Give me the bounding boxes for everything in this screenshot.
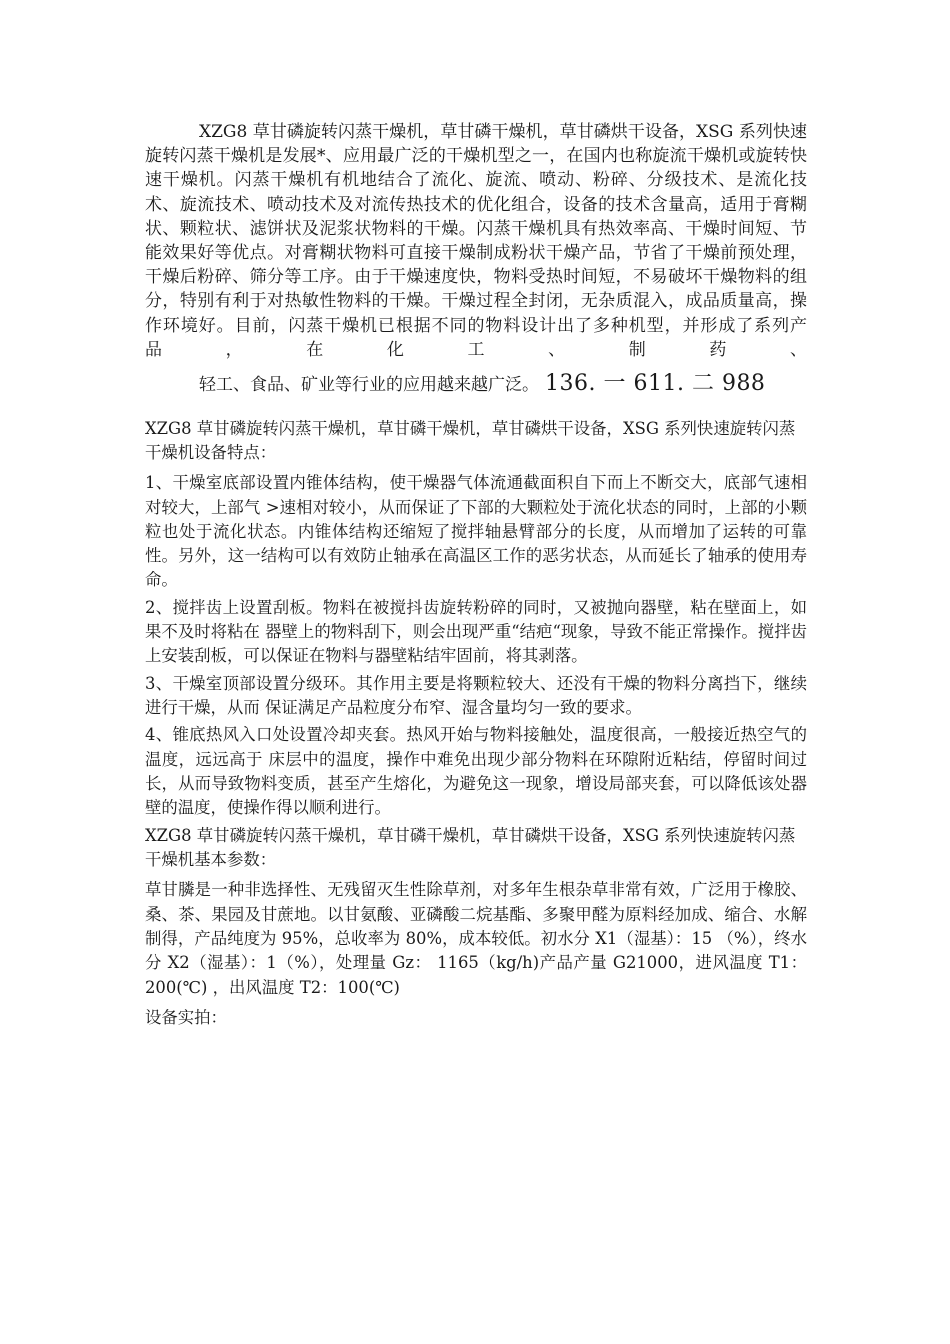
document-page bbox=[145, 120, 807, 1030]
feature-item-2: 2、搅拌齿上设置刮板。物料在被搅抖齿旋转粉碎的同时，又被抛向器壁，粘在壁面上，如果不及时将粘在 器壁上的物料刮下，则会出现严重“结疤“现象，导致不能正常操作。搅拌齿上安装刮板，可以保证在物料与器壁粘结牢固前，将其剥落。 bbox=[145, 597, 807, 666]
parameters-text: 草甘膦是一种非选择性、无残留灭生性除草剂，对多年生根杂草非常有效，广泛用于橡胶、桑、茶、果园及甘蔗地。以甘氨酸、亚磷酸二烷基酯、多聚甲醛为原料经加成、缩合、水解制得，产品纯度为 95%，总收率为 80%，成本较低。初水分 X1（湿基）：15 （%），终水分 X2（湿基）：1（%），处理量 Gz： 1165（kg/h)产品产量 G21000，进风温度 T1：200(℃) ，出风温度 T2：100(℃) bbox=[145, 880, 807, 997]
parameters-heading: XZG8 草甘磷旋转闪蒸干燥机，草甘磷干燥机，草甘磷烘干设备，XSG 系列快速旋转闪蒸干燥机基本参数： bbox=[145, 826, 796, 870]
intro-paragraph bbox=[145, 120, 807, 397]
feature-item-3: 3、干燥室顶部设置分级环。其作用主要是将颗粒较大、还没有干燥的物料分离挡下，继续进行干燥，从而 保证满足产品粒度分布窄、湿含量均匀一致的要求。 bbox=[145, 673, 807, 717]
features-heading: XZG8 草甘磷旋转闪蒸干燥机，草甘磷干燥机，草甘磷烘干设备，XSG 系列快速旋转闪蒸干燥机设备特点： bbox=[145, 419, 796, 463]
phone-number: 136. 一 611. 二 988 bbox=[545, 371, 766, 397]
intro-last-line bbox=[145, 372, 765, 397]
intro-text: XZG8 草甘磷旋转闪蒸干燥机，草甘磷干燥机，草甘磷烘干设备，XSG 系列快速旋转闪蒸干燥机是发展*、应用最广泛的干燥机型之一，在国内也称旋流干燥机或旋转快速干燥机。闪蒸干燥机有机地结合了流化、旋流、喷动、粉碎、分级技术、是流化技术、旋流技术、喷动技术及对流传热技术的优化组合，设备的技术含量高，适用于膏糊状、颗粒状、滤饼状及泥浆状物料的干燥。闪蒸干燥机具有热效率高、干燥时间短、节能效果好等优点。对膏糊状物料可直接干燥制成粉状干燥产品，节省了干燥前预处理，干燥后粉碎、筛分等工序。由于干燥速度快，物料受热时间短，不易破坏干燥物料的组分，特别有利于对热敏性物料的干燥。干燥过程全封闭，无杂质混入，成品质量高，操作环境好。目前，闪蒸干燥机已根据不同的物料设计出了多种机型，并形成了系列产品，在化工、制药、 bbox=[145, 122, 807, 360]
photo-label: 设备实拍： bbox=[145, 1007, 227, 1027]
feature-item-4: 4、锥底热风入口处设置冷却夹套。热风开始与物料接触处，温度很高，一般接近热空气的温度，远远高于 床层中的温度，操作中难免出现少部分物料在环隙附近粘结，停留时间过长，从而导致物料变质，甚至产生熔化，为避免这一现象，增设局部夹套，可以降低该处器壁的温度，使操作得以顺利进行。 bbox=[145, 725, 807, 818]
intro-last-line-text: 轻工、食品、矿业等行业的应用越来越广泛。 bbox=[199, 375, 539, 396]
feature-item-1: 1、干燥室底部设置内锥体结构，使干燥器气体流通截面积自下而上不断交大，底部气速相对较大，上部气 >速相对较小，从而保证了下部的大颗粒处于流化状态的同时，上部的小颗粒也处于流化状态。内锥体结构还缩短了搅拌轴悬臂部分的长度，从而增加了运转的可靠性。另外，这一结构可以有效防止轴承在高温区工作的恶劣状态，从而延长了轴承的使用寿命。 bbox=[145, 473, 807, 590]
